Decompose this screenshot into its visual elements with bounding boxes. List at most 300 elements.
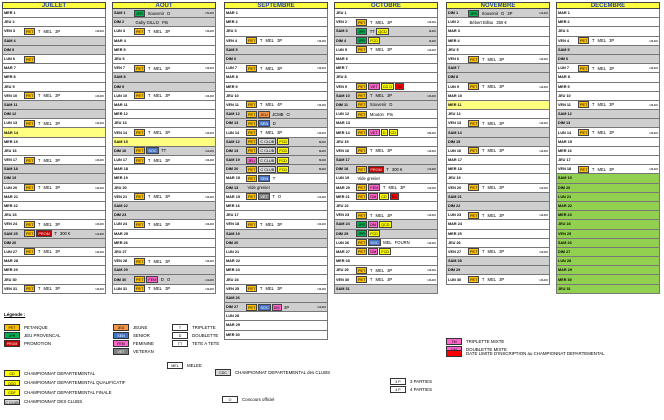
day-label: DIM 2	[114, 20, 125, 25]
event-tag: Vide grenier	[357, 175, 381, 181]
event-tag: SC	[397, 85, 403, 90]
day-events	[356, 239, 437, 247]
day-label: MER 16	[558, 148, 572, 153]
day-row	[446, 73, 550, 82]
day-label: VEN 17	[4, 158, 18, 163]
day-label: DIM 9	[114, 84, 125, 89]
day-row	[2, 230, 106, 239]
day-row	[556, 101, 660, 110]
day-row	[446, 174, 550, 183]
event-tag: 4P	[277, 102, 283, 108]
event-tag: T	[369, 267, 373, 273]
day-label: DIM 27	[558, 249, 571, 254]
event-tag: 3P	[400, 185, 406, 191]
day-events	[356, 37, 437, 45]
event-time: 19H00	[427, 47, 436, 52]
day-label: DIM 13	[226, 148, 239, 153]
day-row	[334, 165, 438, 174]
day-events	[246, 138, 327, 146]
day-events	[246, 285, 327, 293]
legend-label: PETANQUE	[24, 324, 48, 330]
day-row	[2, 220, 106, 229]
day-events	[246, 165, 327, 173]
day-label: JEU 3	[558, 29, 569, 34]
day-row	[112, 37, 216, 46]
day-label: DIM 13	[226, 185, 239, 190]
day-row	[2, 73, 106, 82]
event-tag: PET	[248, 195, 256, 200]
event-tag: PET	[248, 222, 256, 227]
event-tag: MEL	[43, 286, 53, 292]
event-tag: 3P	[499, 277, 505, 283]
legend-item	[390, 386, 432, 393]
day-label: SAM 10	[336, 93, 350, 98]
legend-item	[172, 340, 219, 347]
event-tag: CD D	[382, 85, 393, 90]
legend-swatch: CDC	[215, 369, 231, 376]
event-tag: SOC	[148, 149, 157, 154]
day-events	[578, 64, 659, 72]
event-tag: PET	[136, 278, 144, 283]
day-events	[246, 294, 327, 302]
event-tag: MEL	[43, 28, 53, 34]
day-events	[246, 119, 327, 127]
day-row	[2, 27, 106, 36]
day-label: MAR 29	[558, 268, 572, 273]
day-label: MAR 8	[558, 75, 570, 80]
event-time: 19H00	[649, 167, 658, 172]
day-row	[334, 73, 438, 82]
event-time: 19H00	[539, 249, 548, 254]
day-row	[446, 266, 550, 275]
day-row	[556, 220, 660, 229]
day-events	[356, 73, 437, 81]
day-row	[112, 239, 216, 248]
day-row	[224, 156, 328, 165]
day-events	[468, 101, 549, 109]
event-tag: 3P	[165, 258, 171, 264]
day-label: DIM 6	[226, 57, 237, 62]
day-row	[446, 92, 550, 101]
day-events	[356, 55, 437, 63]
event-tag: PET	[136, 158, 144, 163]
day-events	[246, 193, 327, 201]
event-tag: FCD	[279, 167, 288, 172]
event-tag: D	[501, 10, 505, 16]
day-label: DIM 22	[448, 204, 461, 209]
day-label: JEU 22	[336, 204, 349, 209]
legend-swatch: TM	[446, 338, 462, 345]
day-row	[224, 101, 328, 110]
day-events	[468, 248, 549, 256]
day-row	[224, 110, 328, 119]
day-events	[134, 18, 215, 26]
day-label: DIM 16	[114, 148, 127, 153]
event-tag: MEL	[597, 38, 607, 44]
day-row	[556, 239, 660, 248]
day-label: SAM 24	[336, 222, 350, 227]
event-tag: PET	[470, 278, 478, 283]
day-label: VEN 6	[448, 57, 459, 62]
day-row	[112, 248, 216, 257]
day-label: DIM 18	[336, 167, 349, 172]
event-time: 19H00	[427, 213, 436, 218]
day-row	[446, 220, 550, 229]
day-row	[224, 211, 328, 220]
day-events	[24, 128, 105, 136]
event-tag: PROM	[370, 167, 382, 172]
day-row	[112, 110, 216, 119]
day-events	[468, 211, 549, 219]
day-events	[134, 275, 215, 283]
day-label: LUN 2	[448, 20, 459, 25]
day-label: SAM 3	[336, 29, 348, 34]
day-row	[446, 211, 550, 220]
day-label: LUN 23	[448, 213, 462, 218]
day-label: JEU 17	[558, 158, 571, 163]
event-time: 19H00	[95, 185, 104, 190]
day-label: SAM 29	[114, 268, 128, 273]
day-row	[556, 147, 660, 156]
event-tag: 300 €	[59, 231, 71, 237]
day-row	[334, 138, 438, 147]
day-row	[556, 37, 660, 46]
event-tag: T	[369, 277, 373, 283]
day-label: JEU 10	[226, 93, 239, 98]
day-label: JEU 24	[558, 222, 571, 227]
day-events	[356, 211, 437, 219]
event-time: 19H00	[317, 102, 326, 107]
event-tag: PET	[26, 57, 34, 62]
event-tag: 3P	[387, 212, 393, 218]
day-row	[334, 128, 438, 137]
day-events	[134, 248, 215, 256]
event-tag: 3P	[499, 120, 505, 126]
event-tag: MEL	[153, 194, 163, 200]
day-label: MAR 1	[226, 11, 238, 16]
day-row	[446, 165, 550, 174]
event-tag: JPR	[136, 11, 144, 16]
legend-item	[222, 396, 274, 403]
event-tag: PET	[358, 85, 366, 90]
event-time: 19H00	[649, 130, 658, 135]
event-tag: PET	[248, 176, 256, 181]
month-title: SEPTEMBRE	[224, 2, 328, 9]
event-tag: DM	[370, 195, 377, 200]
event-tag: 3P	[277, 286, 283, 292]
day-label: MER 15	[4, 139, 18, 144]
event-tag: VET	[370, 131, 378, 136]
day-events	[246, 312, 327, 320]
day-row	[224, 239, 328, 248]
day-label: VEN 11	[558, 102, 571, 107]
day-label: MER 8	[4, 75, 16, 80]
day-row	[112, 165, 216, 174]
day-label: JEU 5	[448, 47, 459, 52]
day-label: MAR 18	[114, 167, 128, 172]
day-events	[578, 211, 659, 219]
day-label: VEN 21	[114, 194, 128, 199]
event-tag: T	[37, 157, 41, 163]
day-label: JEU 19	[448, 176, 461, 181]
day-events	[246, 18, 327, 26]
legend-item	[4, 324, 48, 331]
event-tag: FCD	[279, 149, 288, 154]
event-tag: O	[277, 194, 282, 200]
event-tag: PET	[470, 57, 478, 62]
day-label: MER 2	[558, 20, 570, 25]
day-events	[134, 73, 215, 81]
day-row	[112, 275, 216, 284]
day-label: SAM 26	[558, 240, 572, 245]
day-events	[578, 202, 659, 210]
day-events	[24, 18, 105, 26]
event-time: 19H00	[317, 130, 326, 135]
day-label: JEU 26	[448, 240, 461, 245]
day-row	[224, 202, 328, 211]
legend-swatch	[446, 350, 462, 357]
event-tag: PET	[248, 149, 256, 154]
day-label: DIM 15	[448, 139, 461, 144]
day-row	[334, 83, 438, 92]
day-row	[2, 83, 106, 92]
day-events	[134, 165, 215, 173]
day-events	[246, 110, 327, 118]
day-label: JEU 30	[4, 277, 17, 282]
event-tag: T	[369, 19, 373, 25]
event-time: 8H00	[318, 139, 326, 144]
day-events	[134, 193, 215, 201]
day-events	[468, 193, 549, 201]
month-title: AOUT	[112, 2, 216, 9]
day-label: MAR 14	[4, 130, 18, 135]
day-row	[334, 220, 438, 229]
legend-item	[215, 369, 330, 376]
event-tag: T	[272, 175, 276, 181]
day-row	[2, 9, 106, 18]
day-events	[356, 184, 437, 192]
event-tag: PET	[136, 66, 144, 71]
event-time: 14H00	[317, 194, 326, 199]
day-label: JEU 17	[226, 213, 239, 218]
event-tag: 3P	[55, 221, 61, 227]
event-tag: T	[147, 221, 151, 227]
day-label: LUN 27	[4, 249, 18, 254]
day-events	[578, 83, 659, 91]
day-events	[246, 92, 327, 100]
legend-swatch: D	[172, 332, 188, 339]
event-tag: PET	[358, 112, 366, 117]
event-tag: T	[591, 130, 595, 136]
event-tag: D	[382, 131, 386, 136]
day-label: SAM 28	[448, 259, 462, 264]
legend-label: 4 PARTIES	[410, 386, 433, 392]
day-events	[24, 110, 105, 118]
day-row	[556, 119, 660, 128]
event-time: 9H00	[428, 38, 436, 43]
day-events	[24, 119, 105, 127]
day-label: VEN 4	[558, 38, 569, 43]
event-tag: 3P	[609, 65, 615, 71]
day-row	[2, 239, 106, 248]
event-tag: PET	[358, 131, 366, 136]
day-events	[468, 55, 549, 63]
day-events	[246, 27, 327, 35]
event-tag: O	[286, 111, 290, 117]
day-events	[246, 275, 327, 283]
day-label: MER 4	[448, 38, 460, 43]
event-tag: 3P	[499, 249, 505, 255]
event-tag: MEL	[153, 65, 163, 71]
event-tag: T	[259, 102, 263, 108]
day-row	[224, 138, 328, 147]
day-label: LUN 21	[226, 249, 240, 254]
event-tag: 3P	[387, 93, 393, 99]
day-label: LUN 3	[114, 29, 125, 34]
event-time: 19H00	[539, 121, 548, 126]
event-tag: MEL	[388, 185, 398, 191]
event-time: 19H00	[539, 213, 548, 218]
event-time: 19H00	[539, 84, 548, 89]
event-tag: PET	[136, 222, 144, 227]
event-tag: PET	[248, 140, 256, 145]
event-tag: PET	[248, 287, 256, 292]
event-tag: Souvenir	[481, 10, 499, 16]
event-time: 19H00	[205, 66, 214, 71]
day-label: LUN 6	[4, 57, 15, 62]
legend-label: CHAMPIONNAT DES CLUBS	[24, 399, 83, 405]
day-row	[2, 275, 106, 284]
event-tag: PET	[580, 131, 588, 136]
day-label: SAM 25	[4, 231, 18, 236]
day-row	[334, 55, 438, 64]
day-label: MAR 20	[336, 185, 350, 190]
event-tag: Souvenir	[147, 10, 165, 16]
day-row	[224, 128, 328, 137]
day-events	[578, 138, 659, 146]
day-label: SAM 7	[448, 66, 460, 71]
day-row	[334, 37, 438, 46]
event-tag: CD	[390, 131, 397, 136]
month-title: OCTOBRE	[334, 2, 438, 9]
day-events	[134, 92, 215, 100]
event-time: 8H00	[318, 167, 326, 172]
event-tag: PET	[358, 103, 366, 108]
day-events	[246, 46, 327, 54]
day-label: DIM 6	[558, 57, 569, 62]
month-novembre	[446, 2, 550, 285]
day-label: MER 23	[226, 268, 240, 273]
event-tag: T	[37, 249, 41, 255]
day-label: MER 30	[226, 332, 240, 337]
day-events	[134, 184, 215, 192]
day-label: MAR 13	[336, 121, 350, 126]
event-time: 19H00	[427, 93, 436, 98]
event-tag: PET	[358, 241, 366, 246]
day-events	[468, 27, 549, 35]
event-time: 19H00	[539, 57, 548, 62]
event-tag: PET	[580, 39, 588, 44]
event-tag: DM	[273, 305, 280, 310]
event-tag: FCD	[370, 39, 378, 44]
day-label: DIM 30	[114, 277, 127, 282]
legend-swatch: TT	[172, 340, 188, 347]
day-label: JEU 6	[114, 57, 125, 62]
day-events	[578, 73, 659, 81]
event-tag: Souvenir	[369, 102, 387, 108]
event-tag: PET	[358, 48, 366, 53]
event-tag: MEL	[487, 185, 497, 191]
day-label: MER 11	[448, 102, 462, 107]
legend-label: MELEE	[187, 362, 202, 368]
day-label: VEN 4	[226, 38, 237, 43]
day-events	[24, 184, 105, 192]
day-events	[24, 73, 105, 81]
day-events	[356, 174, 437, 182]
day-label: MAR 10	[448, 93, 462, 98]
day-label: JEU 9	[4, 84, 15, 89]
day-row	[556, 18, 660, 27]
day-row	[556, 266, 660, 275]
day-row	[446, 128, 550, 137]
event-tag: T	[259, 38, 263, 44]
event-tag: T	[259, 221, 263, 227]
day-row	[112, 266, 216, 275]
event-tag: PROM	[38, 232, 50, 237]
event-tag: Pts	[162, 19, 169, 25]
event-tag: PET	[26, 94, 34, 99]
day-label: MER 7	[336, 66, 348, 71]
day-row	[224, 294, 328, 303]
day-events	[468, 165, 549, 173]
event-tag: PET	[136, 29, 144, 34]
legend-title: Légende :	[4, 312, 26, 317]
day-row	[112, 119, 216, 128]
event-time: 19H00	[205, 222, 214, 227]
day-row	[224, 321, 328, 330]
event-tag: T	[591, 166, 595, 172]
day-label: MER 5	[114, 47, 126, 52]
day-events	[468, 220, 549, 228]
day-label: JEU 12	[448, 112, 461, 117]
day-row	[2, 110, 106, 119]
day-row	[112, 156, 216, 165]
legend-label: CHAMPIONNAT DEPARTEMENTAL QUALIFICATIF	[24, 380, 126, 386]
day-label: VEN 3	[4, 29, 15, 34]
day-row	[446, 18, 550, 27]
day-events	[134, 101, 215, 109]
legend-item	[113, 348, 154, 355]
day-label: DIM 13	[226, 121, 239, 126]
day-row	[334, 285, 438, 294]
day-row	[112, 174, 216, 183]
day-events	[246, 147, 327, 155]
event-tag: T	[272, 194, 275, 200]
day-row	[2, 55, 106, 64]
event-tag: 3P	[165, 194, 171, 200]
legend-item	[113, 324, 147, 331]
event-tag: T	[147, 157, 151, 163]
day-events	[24, 202, 105, 210]
day-events	[578, 174, 659, 182]
day-row	[446, 9, 550, 18]
day-row	[2, 46, 106, 55]
event-tag: C CLUB	[260, 158, 275, 163]
day-label: VEN 28	[114, 259, 128, 264]
day-label: MER 12	[114, 112, 128, 117]
event-tag: T	[37, 185, 41, 191]
day-events	[246, 73, 327, 81]
